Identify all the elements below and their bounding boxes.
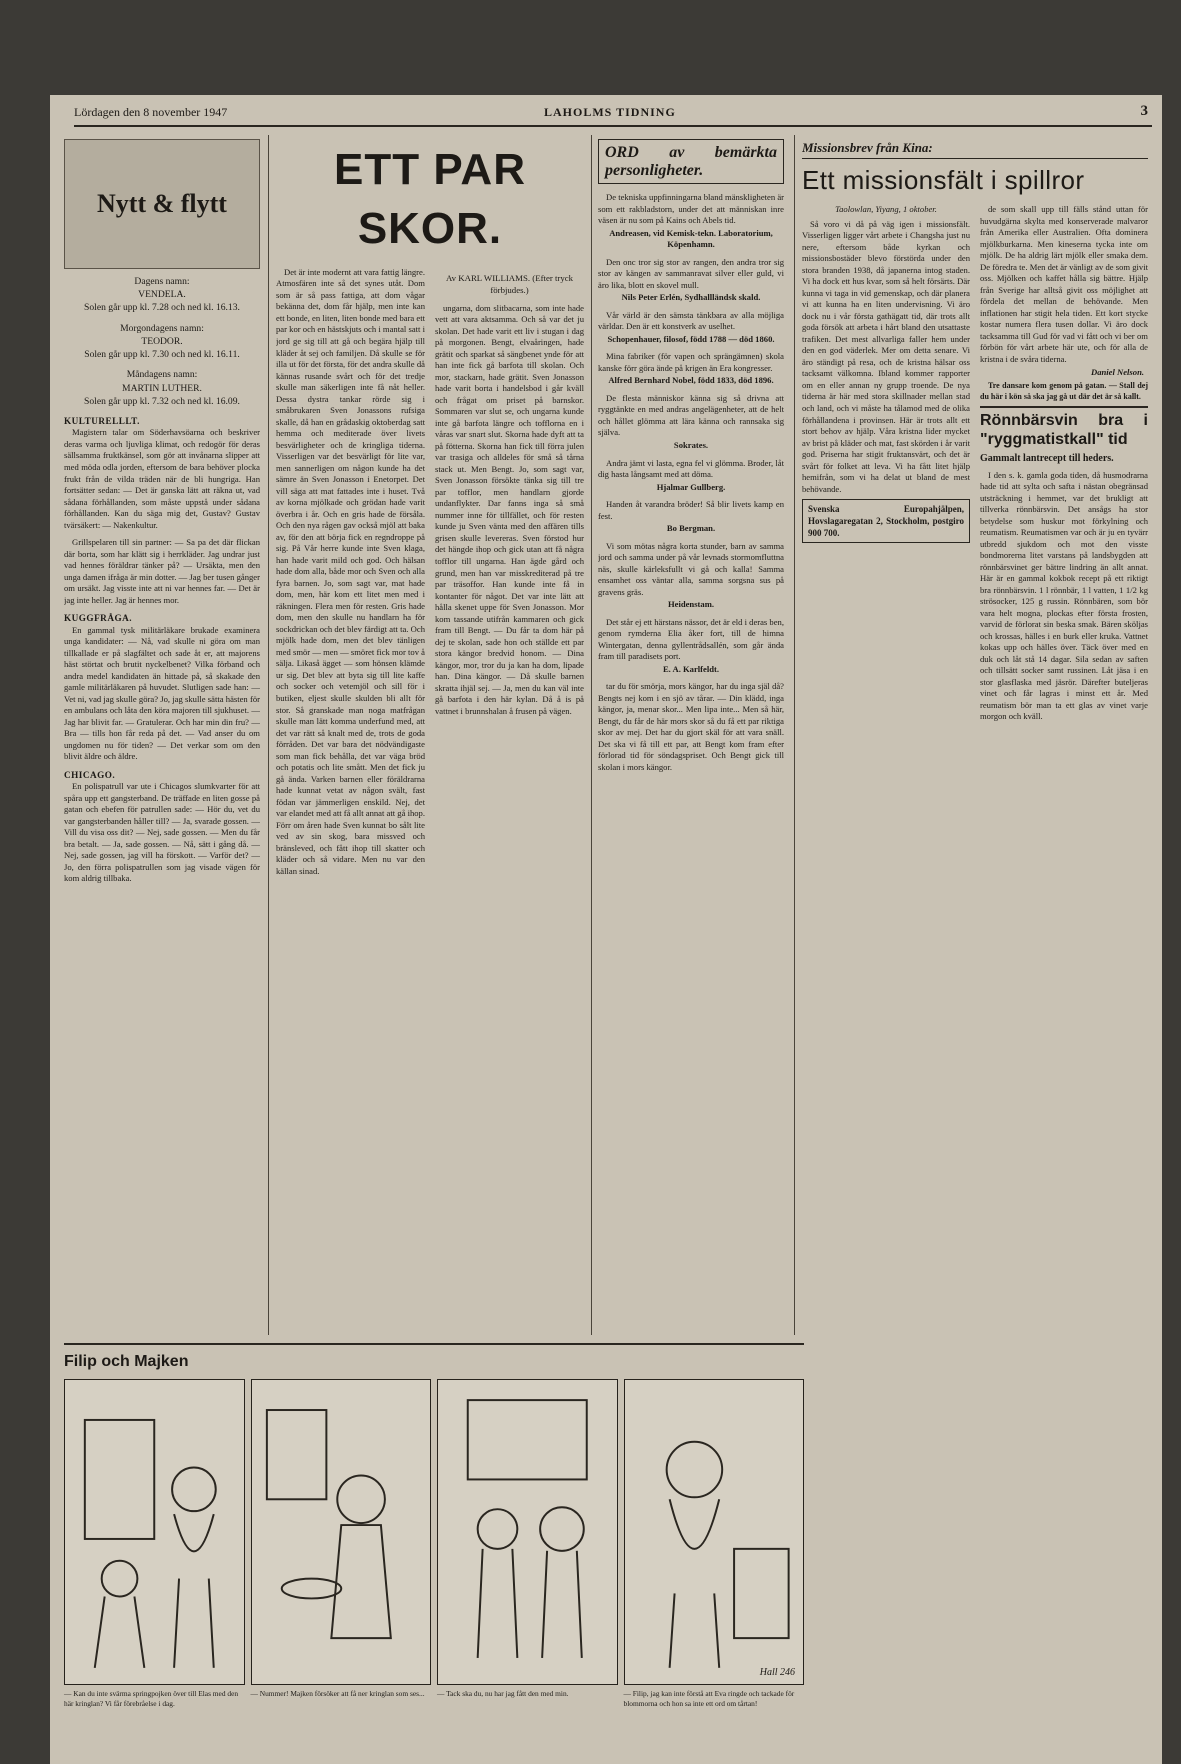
newspaper-page xyxy=(50,95,1162,1764)
quote-text: Vi som mötas några korta stunder, barn av samma jord och samma under på vår levnads stormomfluttna näs, skulle kärleksfullt vi gå och kalla! Samma ensamhet oss väntar alla, samma sorgsna sus på gravens gräs. xyxy=(598,540,784,597)
quote xyxy=(598,257,784,304)
quote-author: E. A. Karlfeldt. xyxy=(662,663,720,674)
quote-author: Schopenhauer, filosof, född 1788 — död 1860. xyxy=(607,333,775,344)
header-rule xyxy=(74,125,1152,127)
quote-text: De flesta människor känna sig så drivna att ryggtänkte en med andras angelägenheter, att de helt och hållet glömma att lära känna och rannsaka sig själva. xyxy=(598,392,784,438)
quote xyxy=(598,541,784,611)
comic-captions xyxy=(64,1689,804,1708)
quote-text: Mina fabriker (för vapen och sprängämnen) skola kanske förr göra ände på krigen än Era kongresser. xyxy=(598,351,784,373)
quote-author: Hjalmar Gullberg. xyxy=(656,481,726,492)
page-header xyxy=(74,105,1152,123)
name-day-name: VENDELA. xyxy=(138,289,186,301)
sun-times: Solen går upp kl. 7.28 och ned kl. 16.13. xyxy=(84,302,240,314)
nytt-flytt-logo xyxy=(64,139,260,269)
quote-author: Alfred Bernhard Nobel, född 1833, död 1896. xyxy=(608,375,774,386)
left-column xyxy=(64,139,260,1337)
kultur-heading: KULTURELLLT. xyxy=(64,416,140,427)
story-text-a: Det är inte modernt att vara fattig längre. Atmosfären inte så det synes utåt. Dom som är så pass fattiga, att dom vågar bekänna det, dom får hjälp, men inte kan ett bonde, en liten, liten bonde med bara ett par kor och en hästskjuts och i mantal satt i jord ge sig till att gå och begära hjälp till kläder åt sej och familjen. Då skulle se för illa ut för det första, för det andra skulle då kännas rusande svårt och för det tredje skulle man säkerligen inte få nåt heller. Dessa dystra tankar rörde sig i småbrukaren Sven Jonassons rufsiga skalle, då han en grådaskig oktoberdag satt hemma och mediterade över livets besvärligheter och de kringliga tiderna. Visserligen var det besvärligt för lite var, men sannerligen om någon kunde ha det sämre än Sven Jonasson i Enetorpet. Det vill säga att mat fattades inte i huset. Två av korna mjölkade och grödan hade varit överbra i år. Och en gris hade de försåla. Och den nya rågen gav också mjöl att baka av, för den att börja fick en regndroppe på sig. På Vår herre kunde inte Sven klaga, han hade varit mild och god. Och hälsan hade dom alla, både mor och Sven och alla fyra barnen. Jo, som sagt var, mat hade dom, men, här kom ett litet men med i räkningen. Flera men för resten. Gris hade dom, men den skulle nu handlarn ha för sockdrickan och det blev färdigt att ta. Och mjölk hade dom, men det blev tänligen med smör — men — smöret fick mor tov å sälja. Likaså ägget — som hönsen klämde ur sig. Det blev att byta sig till lite kaffe och socker och vetemjöl och sill för i butiken, eljest skulle skulden bli allt för stor. Så granskade man noga matfrågan skulle man lätt komma underfund med, att det var rätt så knalt med de, trots de goda förråden. Det var bara det nödvändigaste som man fick behålla, det var väga bröd och potatis och lite smått. Men det fick ju gå ända. Varken barnen eller föräldrarna hade kunnat vetat av någon svält, fast födan var jämmerligen enskild. Nej, det var elandet med att få allt annat att gå ihop. Förr om åren hade Sven kunnat bo sålt lite ved av sin skog, bara missved och bränsleved, och fått ihop till skatter och kläder och så vidare. Men nu var den källan sinad. xyxy=(276,266,425,876)
quote-author: Bo Bergman. xyxy=(666,523,716,534)
story-byline: Av KARL WILLIAMS. (Efter tryck förbjudes.) xyxy=(445,272,574,295)
kugg-text: En gammal tysk militärläkare brukade examinera unga kandidater: — Nå, vad skulle ni göra om man tillkallade er på slagfältet och sade åt er, att majorens häst störtat och brutit nyckelbenet? Vilka förband och andra medel kandidaten än hittade på, så skakade den gamle militärläkaren på huvudet. Slutligen sade han: — Vet ni, vad jag skulle göra? Jo, jag skulle sätta hästen för en ambulans och låta den köra majoren till sjukhuset. — Jag har blivit far. — Gratulerar. Och har min din fru? — Bra — tills hon får reda på det. — Vad anser du om ungdomen nu för tiden? — Det verkar som om den blivit äldre och äldre. xyxy=(64,624,260,762)
name-day-label: Måndagens namn: xyxy=(126,369,198,381)
quote xyxy=(598,351,784,387)
comic-strip xyxy=(64,1353,804,1757)
quote-text: Den onc tror sig stor av rangen, den andra tror sig stor av kängen av sammanravat silver eller guld, vi äro lika, blott en skovel mull. xyxy=(598,256,784,290)
comic-drawing-3 xyxy=(438,1380,617,1684)
mission-title: Ett missionsfält i spillror xyxy=(802,165,1085,196)
quote-text: Det står ej ett härstans nässor, det är eld i deras ben, genom rymderna Elia åker fort, till de himna Wintergatan, denna gyllentrådsallén, som går ända fram till paradisets port. xyxy=(598,616,784,662)
quote xyxy=(598,617,784,676)
name-day-1 xyxy=(64,275,260,315)
quote-text: Handen åt varandra bröder! Så blir livets kamp en fest. xyxy=(598,499,784,521)
chicago-heading: CHICAGO. xyxy=(64,769,116,780)
mission-signature: Daniel Nelson. xyxy=(1091,367,1144,378)
ord-title: ORD av bemärkta personligheter. xyxy=(605,144,777,179)
paper-name: LAHOLMS TIDNING xyxy=(544,105,676,119)
comic-caption-3: — Tack ska du, nu har jag fått den med min. xyxy=(437,1689,569,1698)
column-rule xyxy=(591,135,592,1335)
ronnbar-text: I den s. k. gamla goda tiden, då husmodrarna hade tid att sylta och safta i nästan obegränsad utsträckning i hemmet, var det brukligt att tillverka rönnbärsvin. Det ansågs ha stor betydelse som huskur mot förkylning och reumatism. Reumatismen var och är ju en tyvärr utbredd sjukdom och mot den visste bondmorerna litet varstans på landsbygden att rönnbärsvinet ger bättre lindring än allt annat. Här är en gammal kokbok recept på ett riktigt bra rönnbärsvin. 1 l rönnbär, 1 l vatten, 1 1/2 kg strösocker, 125 g russin. Rönnbären, som bör vara helt mogna, plockas efter första frosten, varvid de förlorat sin beska smak. Bären sköljas och krossas, hälles i en burk eller kruka. Vattnet kokas upp och hälles över. Täck över med en duk och låt stå 14 dagar. Sila sedan av saften och tillsätt socker samt russinen. Låt jäsa i en stor glasflaska med jäsrör. Därefter buteljeras vinet och får lagras i minst ett år. Med reumatism bör man ta ett glas av vinet varje morgon och kväll. xyxy=(980,469,1148,722)
name-day-name: TEODOR. xyxy=(141,335,183,347)
quote-author: Sokrates. xyxy=(673,439,709,450)
comic-panel-2 xyxy=(251,1379,432,1685)
comic-drawing-1 xyxy=(65,1380,244,1684)
comic-caption-4: — Filip, jag kan inte förstå att Eva ringde och tackade för blommorna och hon sa inte ett ord om tårtan! xyxy=(623,1689,795,1708)
quote-author: Nils Peter Erlén, Sydhallländsk skald. xyxy=(621,292,761,303)
comic-panel-4 xyxy=(624,1379,805,1685)
kultur-text: Magistern talar om Söderhavsöarna och beskriver deras varma och ljuvliga klimat, och redogör för deras sällsamma fruktkänsel, som gör att invånarna slipper att med möda odla jorden, eftersom de bara behöver plocka frukt från de vilda träden när de bli hungriga. Han fortsätter sedan: — Det är ganska lätt att räkna ut, vad sådana förhållanden, som måste uppstå under sådana förhållanden. Kan du säga mig det, Gustav? Gustav tvärsäkert: — Nakenkultur. xyxy=(64,427,260,530)
comic-drawing-2 xyxy=(252,1380,431,1684)
quote-text: Andra jämt vi lasta, egna fel vi glömma. Broder, låt dig hasta långsamt med att döma. xyxy=(598,457,784,480)
mission-text-b: de som skall upp till fälls stånd uttan för huvudgärna skylta med konserverade malvaror från Amerika eller Australien. Ofta dominera mjölkburkarna. Men kineserna tycka inte om mjölk. De ha aldrig lärt mjölk eller smaka dem. De föredra te. Men det är vänligt av de som givit oss. Mjölken och kaffet hålla sig bättre. Hjälp från Sverige har alltså givit oss möjlighet att fördela det mellan de behövande. Men inflationen har stigit hela tiden. Ett kort stycke kostar numera flera tusen dollar. Vi äro dock tacksamma till Gud för vad vi fått och vi ber om förbön för vårt arbete här ute, och för alla de kristna i de svåra tiderna. xyxy=(980,204,1148,364)
mission-column xyxy=(802,139,1148,1339)
story-continuation: tar du för smörja, mors kängor, har du inga själ då? Bengts nej kom i en sjö av tårar. — Din klädd, inga kängor, ja, menar skor... Men lipa inte... Men så här, Bengt, du får de här mors skor så du få ett par riktiga skor av mej. Det har du gjort skäl för att vara snäll. Det ska vi få till ett par, att Bengt kom fram efter förlorad tid för söndagspriset. Och Bengt gick till skolan i mors kängor. xyxy=(598,681,784,772)
quote-text: Vår värld är den sämsta tänkbara av alla möjliga världar. Den är ett konstverk av uselhet. xyxy=(598,309,784,332)
comic-drawing-4 xyxy=(625,1380,804,1684)
quote xyxy=(598,310,784,346)
ronnbar-subtitle: Gammalt lantrecept till heders. xyxy=(980,453,1114,465)
mission-text-a: Så voro vi då på väg igen i missionsfält. Visserligen ligger vårt arbete i Changsha just nu nere, eftersom både kyrkan och missionsbostäder blevo förstörda under den stora branden 1938, då japanerna intog staden. Vi ha dock ett hus kvar, som så helt försärts. Där kunna vi taga in vid gemenskap, och där planera vi att kunna ha en liten undervisning. Vi äro dock nu i vår första gathägatt tid, där trots allt goda försök att arbeta i hårt bland den utsattaste trafiken. Det mest allvarliga faller hem under den en god väderlek. Mer om detta senare. Vi äro ständigt på resa, och de kristna hälsar oss tacksamt välkomna. Ibland kommer rapporter om en eller annan ny grupp troende. De nya tiderna är här med stora skillnader mellan stad och land, och vi måste ha tålamod med de olika förhållandena i provinsen. Här är trots allt ett stort behov av hjälp. Våra kristna lider mycket av brist på kläder och mat, fast skörden i år varit god. Priserna har stigit fruktansvärt, och det är svårt för folket att leva. Vi ha fått litet hjälp hemifrån, som vi ha delat ut bland de mest behövande. xyxy=(802,218,970,494)
quote xyxy=(598,192,784,251)
comic-title: Filip och Majken xyxy=(64,1353,189,1370)
comic-credit: Hall 246 xyxy=(759,1667,795,1678)
page-number: 3 xyxy=(1140,103,1148,119)
name-day-name: MARTIN LUTHER. xyxy=(122,382,202,394)
quote xyxy=(598,393,784,452)
name-day-label: Morgondagens namn: xyxy=(120,322,204,334)
sun-times: Solen går upp kl. 7.30 och ned kl. 16.11. xyxy=(84,349,240,361)
quote-author: Heidenstam. xyxy=(667,599,715,610)
ronnbar-title: Rönnbärsvin bra i "ryggmatistkall" tid xyxy=(980,412,1148,448)
misc-text: Grillspelaren till sin partner: — Sa pa det där flickan där borta, som har klätt sig i herrkläder. Jag undrar just vad hennes föräldrar tänker på? — Ursäkta, men den unga damen ifråga är min dotter. — Jag ber tusen gånger om ursäkt. Jag visste inte att ni var hennes far. — Det är jag inte heller. Jag är hennes mor. xyxy=(64,537,260,605)
ord-column xyxy=(598,139,784,1337)
column-rule xyxy=(794,135,795,1335)
mission-kicker: Missionsbrev från Kina: xyxy=(802,139,1148,159)
comic-caption-2: — Nummer! Majken försöker att få ner kringlan som ses... xyxy=(250,1689,425,1698)
comic-rule xyxy=(64,1343,804,1345)
story-title: ETT PAR SKOR. xyxy=(334,145,526,253)
issue-date: Lördagen den 8 november 1947 xyxy=(74,105,228,119)
quote-list xyxy=(598,192,784,675)
quote xyxy=(598,458,784,494)
mission-note: Tre dansare kom genom på gatan. — Stall dej du här i kön så ska jag gå ut där det är så kallt. xyxy=(980,380,1148,401)
name-day-3 xyxy=(64,368,260,408)
mission-dateline: Taolowlan, Yiyang, 1 oktober. xyxy=(835,204,937,215)
comic-panel-3 xyxy=(437,1379,618,1685)
story-text-b: ungarna, dom slitbacarna, som inte hade vett att vara aktsamma. Och så var det ju skolan. Det hade varit ett liv i stugan i dag på morgonen. Bengt, elvaåringen, hade grätit och sparkat så sängbenet ynde för att han inte fick gå barfota till skolan. Och mor, stackarn, hade grätit. Sven Jonasson hade varit borta i handelsbod i går kväll och frågat om priset på barnskor. Sommaren var slut se, och ungarna kunde inte gå barfota längre och tofflorna en i våras var snart slut. Skorna hade dyft att ta på fötterna. Skorna han fick till förra julen var trasiga och alldeles för små så tårna stack ut. Men Bengt. Jo, som sagt var, Sven Jonasson försökte tänka sig till tre par tofflor, men handlarn gjorde undanflykter. Dar fanns inga så små nummer inne för tillfället, och för resten kunde ju Sven vänta med den affären tills grisen skulle levereras. Sven förstod hur det hängde ihop och gick utan att få några tofflor till ungarna. Han ägde gård och grund, men han var misskrediterad på tre par träsoffor. Han kunde inte få in kontanter för något. Det var inte lätt att hålla skenet uppe för Sven Jonasson. Mor kom tassande utifrån kammaren och gick fram till Bengt. — Du får ta dom här på dej te skolan, sade hon och ställde ett par stora kängor bredvid honom. — Dina kängor, mor, tror du ja kan ha dom, lipade han. Dina kängor. — Då skulle barnen skratta ihjäl sej. — Ja, men du kan väl inte gå barfota i den här kylan. Då å is på vattnet i brunnshalan å frusen på vägen. xyxy=(435,302,584,716)
sun-times: Solen går upp kl. 7.32 och ned kl. 16.09. xyxy=(84,395,240,407)
comic-caption-1: — Kan du inte svärma springpojken över till Elas med den här kringlan? Vi får förebråelse i dag. xyxy=(64,1689,239,1708)
quote xyxy=(598,499,784,535)
name-day-2 xyxy=(64,322,260,362)
quote-author: Andreasen, vid Kemisk-tekn. Laboratorium, Köpenhamn. xyxy=(609,227,773,250)
column-rule xyxy=(268,135,269,1335)
kugg-heading: KUGGFRÅGA. xyxy=(64,613,133,624)
europahjalpen-ad: Svenska Europahjälpen, Hovslagaregatan 2, Stockholm, postgiro 900 700. xyxy=(802,499,970,543)
chicago-text: En polispatrull var ute i Chicagos slumkvarter för att spåra upp ett gangsterband. De träffade en liten gosse på gatan och ebefen för patrullen sade: — Hör du, vet du var gangsterbanden håller till? — Ja, svarade gossen. — Vill du visa oss dit? — Nej, sade gossen. — Men du får bra betalt. — Ja, sade gossen. — Nå, sätt i gång då. — Nej, sade gossen, jag vill ha förskott. — Varför det? — Jo, den förra polispatrullen som jag visade vägen för kom aldrig tillbaka. xyxy=(64,781,260,884)
ord-title-box xyxy=(598,139,784,184)
story-body xyxy=(276,267,584,877)
comic-panel-1 xyxy=(64,1379,245,1685)
story-column xyxy=(276,139,584,1337)
logo-text: Nytt & flytt xyxy=(97,188,227,218)
quote-text: De tekniska uppfinningarna bland mänskligheten är som ett rakbladstorn, under det att människan inre väsen är nu som på Kains och Abels tid. xyxy=(598,192,784,226)
name-day-label: Dagens namn: xyxy=(134,276,190,287)
